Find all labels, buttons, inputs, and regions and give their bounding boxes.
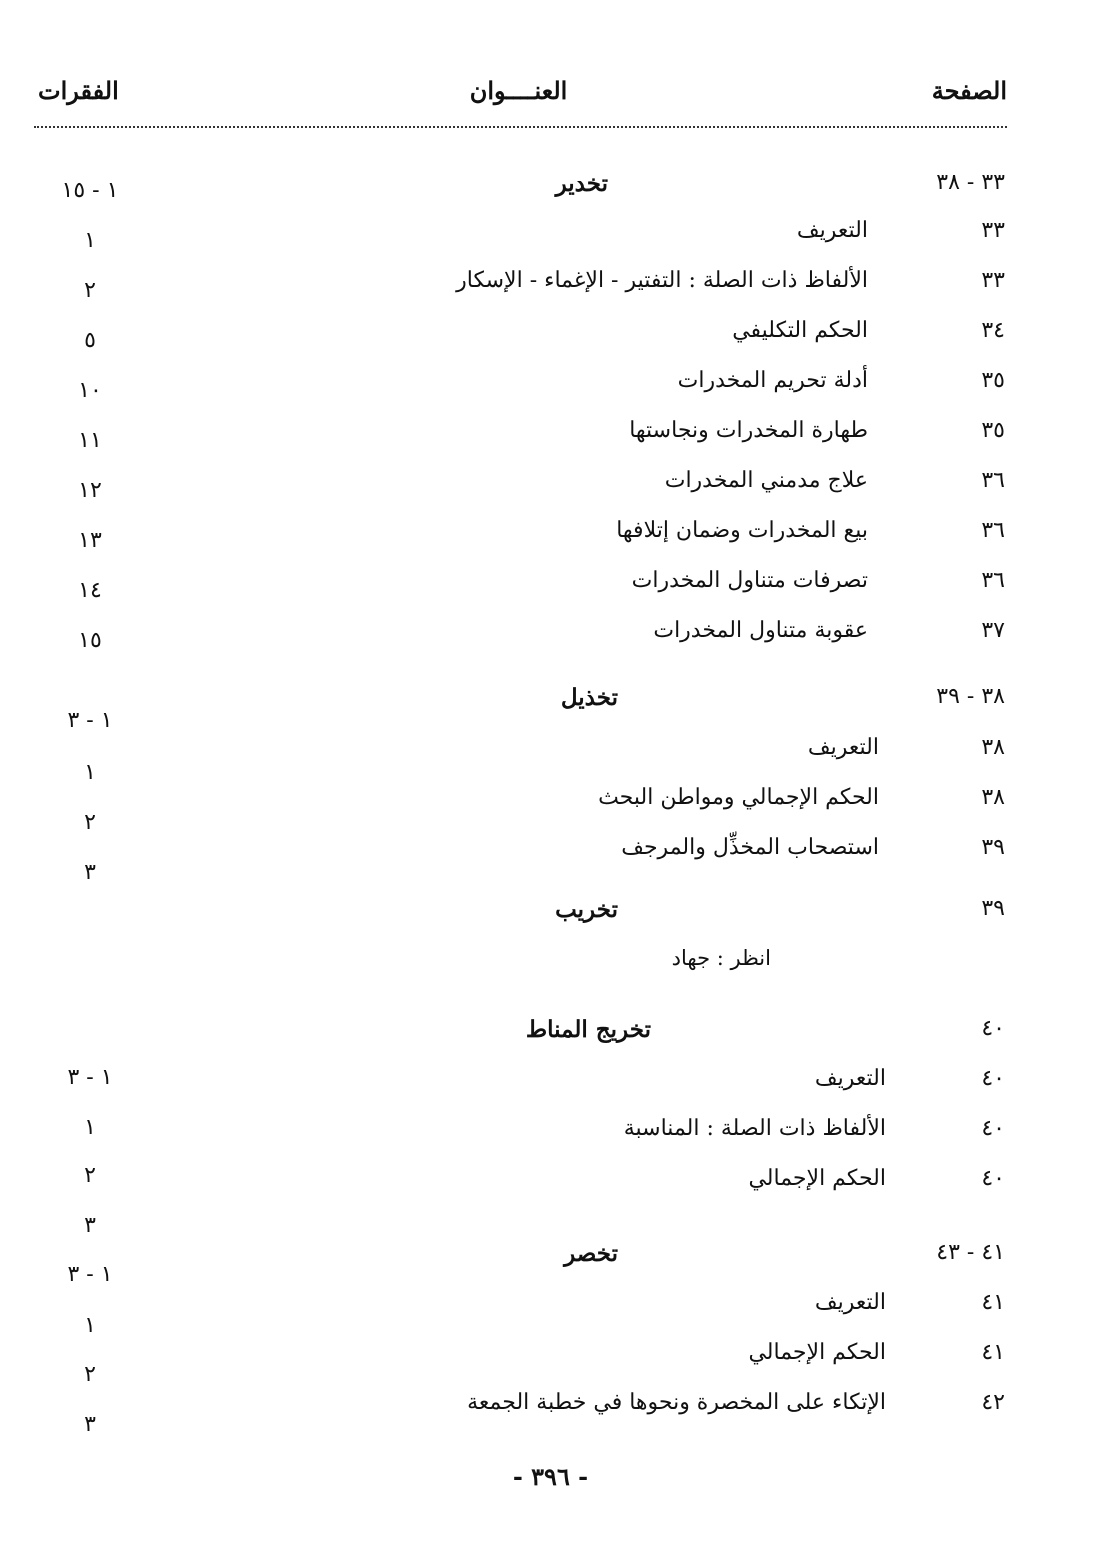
- entry-paragraph-range: ١ - ٣: [67, 1262, 113, 1287]
- entry-paragraph-range: ١٢: [78, 478, 102, 503]
- entry-paragraph-range: ٣: [84, 1412, 96, 1437]
- entry-page-number: ٣٩: [981, 896, 1005, 921]
- entry-page-number: ٤١: [981, 1290, 1005, 1315]
- entry-paragraph-range: ٢: [84, 1362, 96, 1387]
- entry-page-number: ٣٦: [981, 518, 1005, 543]
- entry-page-number: ٣٦: [981, 468, 1005, 493]
- entry-heading: تخصر: [564, 1240, 618, 1267]
- entry-subheading: التعريف: [807, 735, 879, 760]
- entry-paragraph-range: ١: [84, 228, 96, 253]
- entry-subheading: الحكم الإجمالي: [748, 1166, 886, 1191]
- entry-page-number: ٤٠: [981, 1166, 1005, 1191]
- entry-subheading: الإتكاء على المخصرة ونحوها في خطبة الجمعة: [467, 1390, 886, 1415]
- entry-heading: تخريب: [555, 896, 618, 923]
- entry-subheading: علاج مدمني المخدرات: [664, 468, 868, 493]
- entry-page-number: ٣٦: [981, 568, 1005, 593]
- entry-subheading: عقوبة متناول المخدرات: [653, 618, 868, 643]
- entry-heading: تخدير: [555, 170, 608, 197]
- entry-subheading: الحكم الإجمالي: [748, 1340, 886, 1365]
- entry-paragraph-range: ٢: [84, 278, 96, 303]
- entry-paragraph-range: ٥: [84, 328, 96, 353]
- entry-paragraph-range: ١: [84, 1313, 96, 1338]
- table-header: [30, 76, 1007, 116]
- entry-page-number: ٤٠: [981, 1066, 1005, 1091]
- entry-page-number: ٣٨: [981, 735, 1005, 760]
- entry-page-number: ٣٩: [981, 835, 1005, 860]
- entry-subheading: بيع المخدرات وضمان إتلافها: [616, 518, 868, 543]
- entry-subheading: التعريف: [814, 1290, 886, 1315]
- entry-page-number: ٣٨: [981, 785, 1005, 810]
- entry-subheading: طهارة المخدرات ونجاستها: [629, 418, 868, 443]
- entry-page-number: ٣٥: [981, 368, 1005, 393]
- entry-page-number: ٣٥: [981, 418, 1005, 443]
- entry-paragraph-range: ١ - ٣: [67, 708, 113, 733]
- entry-page-number: ٣٨ - ٣٩: [936, 684, 1005, 709]
- entry-page-number: ٣٣: [981, 218, 1005, 243]
- entry-page-number: ٤٢: [981, 1390, 1005, 1415]
- entry-paragraph-range: ١: [84, 1115, 96, 1140]
- entry-page-number: ٣٧: [981, 618, 1005, 643]
- entry-subheading: استصحاب المخذِّل والمرجف: [621, 835, 879, 860]
- entry-subheading: التعريف: [796, 218, 868, 243]
- entry-page-number: ٣٣: [981, 268, 1005, 293]
- header-paragraphs-column: الفقرات: [38, 76, 119, 105]
- entry-paragraph-range: ١٥: [78, 628, 102, 653]
- entry-paragraph-range: ١ - ١٥: [61, 178, 119, 203]
- entry-paragraph-range: ١٤: [78, 578, 102, 603]
- entry-paragraph-range: ١١: [78, 428, 102, 453]
- entry-subheading: الحكم التكليفي: [732, 318, 868, 343]
- entry-subheading: الحكم الإجمالي ومواطن البحث: [598, 785, 879, 810]
- page-number: - ٣٩٦ -: [512, 1462, 589, 1491]
- entry-subheading: الألفاظ ذات الصلة : المناسبة: [623, 1116, 886, 1141]
- entry-paragraph-range: ٢: [84, 1163, 96, 1188]
- entry-paragraph-range: ١: [84, 760, 96, 785]
- entry-heading: تخريج المناط: [525, 1016, 651, 1043]
- entry-subheading: أدلة تحريم المخدرات: [677, 368, 868, 393]
- entry-heading: تخذيل: [560, 684, 618, 711]
- entry-subheading: تصرفات متناول المخدرات: [631, 568, 868, 593]
- entry-page-number: ٤١: [981, 1340, 1005, 1365]
- entry-paragraph-range: ٣: [84, 860, 96, 885]
- entry-page-number: ٣٣ - ٣٨: [936, 170, 1005, 195]
- header-title-column: العنــــوان: [469, 76, 568, 105]
- header-page-column: الصفحة: [931, 76, 1007, 105]
- entry-paragraph-range: ١ - ٣: [67, 1065, 113, 1090]
- entry-subheading: الألفاظ ذات الصلة : التفتير - الإغماء - الإسكار: [456, 268, 868, 293]
- entry-page-number: ٤٠: [981, 1016, 1005, 1041]
- header-divider: [34, 126, 1007, 128]
- entry-page-number: ٤٠: [981, 1116, 1005, 1141]
- entry-paragraph-range: ٣: [84, 1213, 96, 1238]
- entry-paragraph-range: ٢: [84, 810, 96, 835]
- see-also-reference: انظر : جهاد: [671, 946, 771, 970]
- entry-paragraph-range: ١٣: [78, 528, 102, 553]
- entry-page-number: ٣٤: [981, 318, 1005, 343]
- entry-subheading: التعريف: [814, 1066, 886, 1091]
- entry-paragraph-range: ١٠: [78, 378, 102, 403]
- entry-page-number: ٤١ - ٤٣: [936, 1240, 1005, 1265]
